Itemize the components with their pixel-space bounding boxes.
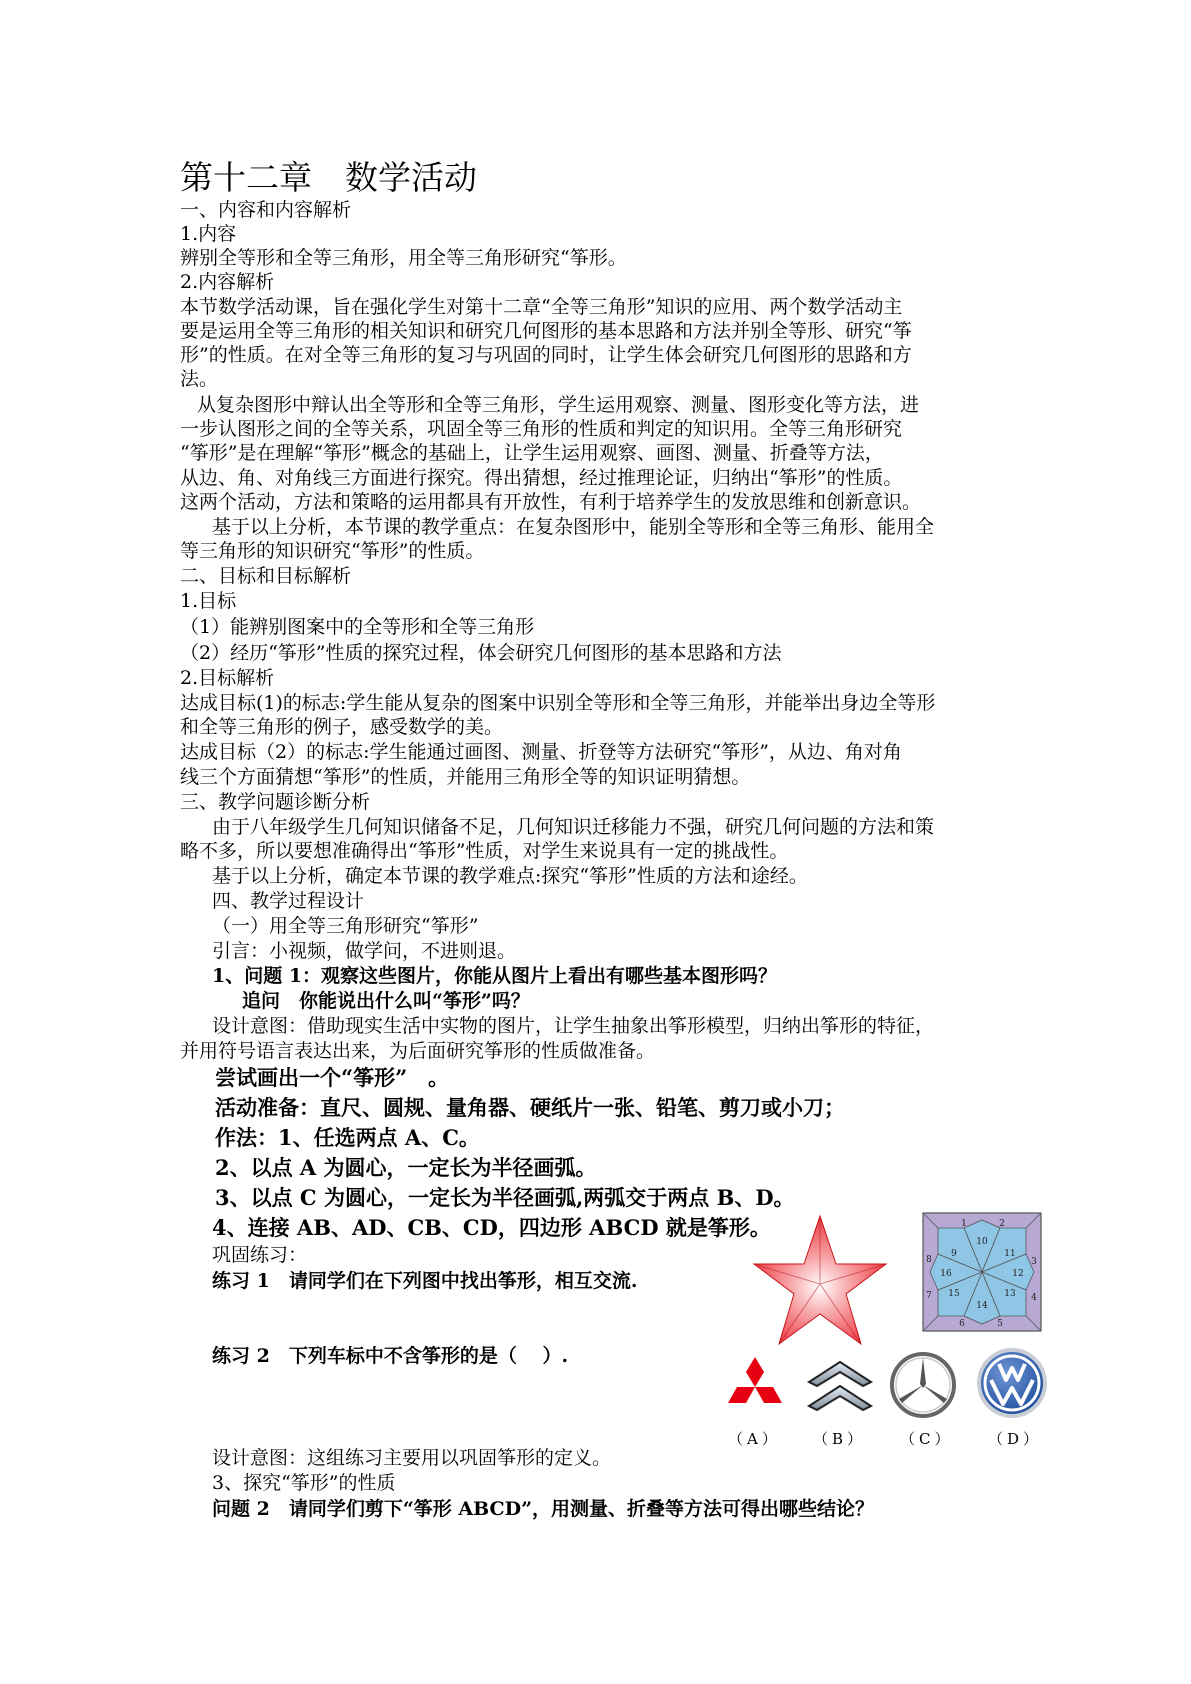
paragraph-line: 设计意图：借助现实生活中实物的图片，让学生抽象出筝形模型，归纳出筝形的特征， [212,1015,935,1037]
try-draw-line: 尝试画出一个“筝形” 。 [215,1065,450,1090]
follow-up-question: 追问 你能说出什么叫“筝形”吗？ [242,990,530,1012]
subsection-heading: （一）用全等三角形研究“筝形” [212,915,479,937]
quilt-num: 6 [959,1319,965,1329]
subheading-goal: 1.目标 [180,590,237,612]
citroen-logo [805,1358,875,1418]
quilt-num: 9 [951,1249,957,1259]
goal-item-1: （1）能辨别图案中的全等形和全等三角形 [180,616,535,638]
quilt-num: 15 [948,1289,960,1299]
goal-item-2: （2）经历“筝形”性质的探究过程，体会研究几何图形的基本思路和方法 [180,642,782,664]
paragraph-line: “筝形”是在理解“筝形”概念的基础上，让学生运用观察、画图、测量、折叠等方法， [180,442,884,464]
question-1: 1、问题 1：观察这些图片，你能从图片上看出有哪些基本图形吗？ [212,965,778,987]
explore-heading: 3、探究“筝形”的性质 [212,1472,396,1494]
quilt-pattern-figure [922,1212,1042,1332]
paragraph-line: 达成目标(1)的标志:学生能从复杂的图案中识别全等形和全等三角形，并能举出身边全等形 [180,692,936,714]
paragraph-line: 并用符号语言表达出来，为后面研究筝形的性质做准备。 [180,1040,656,1062]
mercedes-logo [888,1350,958,1420]
chapter-title: 第十二章 数学活动 [180,158,477,197]
exercise-1: 练习 1 请同学们在下列图中找出筝形，相互交流. [212,1270,638,1292]
paragraph-line: 略不多，所以要想准确得出“筝形”性质，对学生来说具有一定的挑战性。 [180,840,789,862]
quilt-num: 12 [1012,1269,1024,1279]
paragraph-line: 和全等三角形的例子，感受数学的美。 [180,716,504,738]
quilt-num: 10 [976,1237,988,1247]
subheading-content: 1.内容 [180,223,237,245]
red-star-figure [750,1212,890,1348]
paragraph-line: 形”的性质。在对全等三角形的复习与巩固的同时，让学生体会研究几何图形的思路和方 [180,344,912,366]
logo-label-b: （B） [813,1430,867,1448]
quilt-num: 3 [1031,1257,1037,1267]
quilt-num: 13 [1004,1289,1016,1299]
exercise-2: 练习 2 下列车标中不含筝形的是（ ）. [212,1345,569,1367]
step-line: 4、连接 AB、AD、CB、CD，四边形 ABCD 就是筝形。 [212,1215,771,1240]
section-heading-4: 四、教学过程设计 [212,890,365,912]
design-intent-2: 设计意图：这组练习主要用以巩固筝形的定义。 [212,1447,612,1469]
quilt-num: 14 [976,1301,988,1311]
volkswagen-logo [975,1346,1049,1420]
paragraph-line: 由于八年级学生几何知识储备不足，几何知识迁移能力不强，研究几何问题的方法和策 [212,816,935,838]
step-line: 作法：1、任选两点 A、C。 [215,1125,480,1150]
paragraph-line: 这两个活动，方法和策略的运用都具有开放性，有利于培养学生的发放思维和创新意识。 [180,491,922,513]
logo-label-c: （C） [900,1430,954,1448]
paragraph-line: 从复杂图形中辩认出全等形和全等三角形，学生运用观察、测量、图形变化等方法，进 [197,394,920,416]
logo-label-d: （D） [988,1430,1043,1448]
subheading-goal-analysis: 2.目标解析 [180,667,275,689]
consolidate-heading: 巩固练习： [212,1244,308,1266]
step-line: 3、以点 C 为圆心，一定长为半径画弧,两弧交于两点 B、D。 [215,1185,795,1210]
logo-label-a: （A） [728,1430,781,1448]
preparation-line: 活动准备：直尺、圆规、量角器、硬纸片一张、铅笔、剪刀或小刀； [215,1095,845,1120]
paragraph-line: 达成目标（2）的标志:学生能通过画图、测量、折登等方法研究“筝形”，从边、角对角 [180,741,902,763]
step-line: 2、以点 A 为圆心，一定长为半径画弧。 [215,1155,597,1180]
paragraph-line: 要是运用全等三角形的相关知识和研究几何图形的基本思路和方法并别全等形、研究“筝 [180,320,912,342]
quilt-num: 7 [926,1291,932,1301]
section-heading-1: 一、内容和内容解析 [180,199,352,221]
quilt-num: 4 [1031,1293,1037,1303]
quilt-num: 16 [940,1269,952,1279]
paragraph-line: 本节数学活动课，旨在强化学生对第十二章“全等三角形”知识的应用、两个数学活动主 [180,296,903,318]
mitsubishi-logo [720,1355,790,1419]
paragraph-line: 一步认图形之间的全等关系，巩固全等三角形的性质和判定的知识用。全等三角形研究 [180,418,903,440]
question-2: 问题 2 请同学们剪下“筝形 ABCD”，用测量、折叠等方法可得出哪些结论？ [212,1498,875,1520]
paragraph-line: 基于以上分析，确定本节课的教学难点:探究“筝形”性质的方法和途经。 [212,865,808,887]
paragraph-line: 基于以上分析，本节课的教学重点：在复杂图形中，能别全等形和全等三角形、能用全 [212,516,935,538]
paragraph-line: 法。 [180,368,219,390]
quilt-num: 11 [1004,1249,1016,1259]
subheading-analysis: 2.内容解析 [180,271,275,293]
content-text: 辨别全等形和全等三角形，用全等三角形研究“筝形。 [180,247,627,269]
paragraph-line: 等三角形的知识研究“筝形”的性质。 [180,540,485,562]
quilt-num: 1 [961,1219,967,1229]
paragraph-line: 从边、角、对角线三方面进行探究。得出猜想，经过推理论证，归纳出“筝形”的性质。 [180,467,903,489]
section-heading-2: 二、目标和目标解析 [180,565,352,587]
quilt-num: 8 [926,1255,932,1265]
paragraph-line: 线三个方面猜想“筝形”的性质，并能用三角形全等的知识证明猜想。 [180,766,751,788]
quilt-num: 2 [999,1219,1005,1229]
intro-line: 引言：小视频，做学问，不进则退。 [212,940,517,962]
section-heading-3: 三、教学问题诊断分析 [180,791,371,813]
quilt-num: 5 [997,1319,1003,1329]
